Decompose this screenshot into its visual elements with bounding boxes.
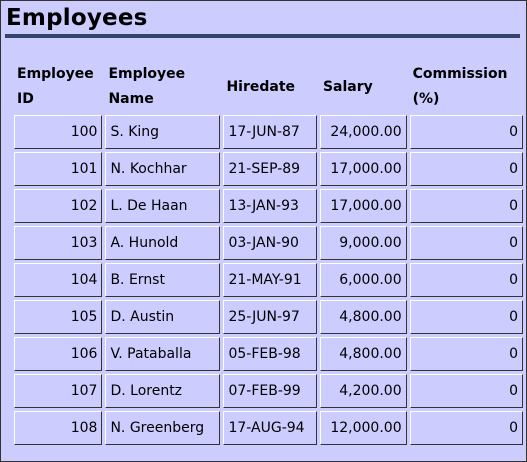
header-employee-id-line2: ID (17, 91, 34, 107)
column-header-employee-name (105, 62, 220, 112)
table-body (14, 115, 523, 445)
cell-salary: 12,000.00 (320, 411, 407, 445)
header-employee-name-line1: Employee (108, 66, 186, 82)
cell-salary: 9,000.00 (320, 226, 407, 260)
cell-hiredate: 25-JUN-97 (223, 300, 316, 334)
cell-salary: 6,000.00 (320, 263, 407, 297)
cell-commission: 0 (410, 300, 523, 334)
table-row (14, 337, 523, 371)
cell-employee-id: 103 (14, 226, 102, 260)
cell-salary: 17,000.00 (320, 189, 407, 223)
column-header-commission (410, 62, 523, 112)
cell-commission: 0 (410, 263, 523, 297)
cell-employee-id: 106 (14, 337, 102, 371)
cell-employee-id: 108 (14, 411, 102, 445)
cell-employee-name: S. King (105, 115, 220, 149)
cell-employee-id: 102 (14, 189, 102, 223)
cell-salary: 24,000.00 (320, 115, 407, 149)
cell-employee-id: 105 (14, 300, 102, 334)
cell-employee-name: V. Pataballa (105, 337, 220, 371)
cell-commission: 0 (410, 226, 523, 260)
cell-commission: 0 (410, 337, 523, 371)
cell-commission: 0 (410, 115, 523, 149)
cell-hiredate: 21-MAY-91 (223, 263, 316, 297)
header-commission-line2: (%) (412, 91, 440, 107)
table-row (14, 226, 523, 260)
cell-salary: 17,000.00 (320, 152, 407, 186)
page-title: Employees (6, 5, 148, 31)
cell-employee-name: A. Hunold (105, 226, 220, 260)
column-header-salary: Salary (322, 78, 373, 95)
table-row (14, 300, 523, 334)
cell-hiredate: 13-JAN-93 (223, 189, 316, 223)
employees-table (11, 59, 526, 448)
cell-employee-name: D. Austin (105, 300, 220, 334)
cell-employee-id: 107 (14, 374, 102, 408)
header-employee-id-line1: Employee (17, 66, 94, 82)
column-header-employee-id (14, 62, 102, 112)
header-row (14, 62, 523, 112)
cell-hiredate: 07-FEB-99 (223, 374, 316, 408)
table-row (14, 152, 523, 186)
table-row (14, 115, 523, 149)
table-row (14, 263, 523, 297)
table-row (14, 374, 523, 408)
header-commission-line1: Commission (412, 66, 508, 82)
cell-employee-id: 101 (14, 152, 102, 186)
cell-employee-name: D. Lorentz (105, 374, 220, 408)
cell-employee-id: 104 (14, 263, 102, 297)
cell-salary: 4,200.00 (320, 374, 407, 408)
cell-employee-name: N. Greenberg (105, 411, 220, 445)
cell-employee-name: B. Ernst (105, 263, 220, 297)
header-employee-name-line2: Name (108, 91, 154, 107)
column-header-hiredate: Hiredate (226, 78, 296, 95)
cell-commission: 0 (410, 189, 523, 223)
cell-hiredate: 05-FEB-98 (223, 337, 316, 371)
cell-salary: 4,800.00 (320, 300, 407, 334)
table-header (14, 62, 523, 112)
cell-employee-name: N. Kochhar (105, 152, 220, 186)
table-row (14, 411, 523, 445)
cell-hiredate: 21-SEP-89 (223, 152, 316, 186)
cell-commission: 0 (410, 411, 523, 445)
cell-commission: 0 (410, 374, 523, 408)
cell-employee-name: L. De Haan (105, 189, 220, 223)
cell-hiredate: 17-JUN-87 (223, 115, 316, 149)
cell-commission: 0 (410, 152, 523, 186)
cell-hiredate: 03-JAN-90 (223, 226, 316, 260)
title-divider (5, 34, 520, 38)
cell-salary: 4,800.00 (320, 337, 407, 371)
cell-employee-id: 100 (14, 115, 102, 149)
cell-hiredate: 17-AUG-94 (223, 411, 316, 445)
table-row (14, 189, 523, 223)
